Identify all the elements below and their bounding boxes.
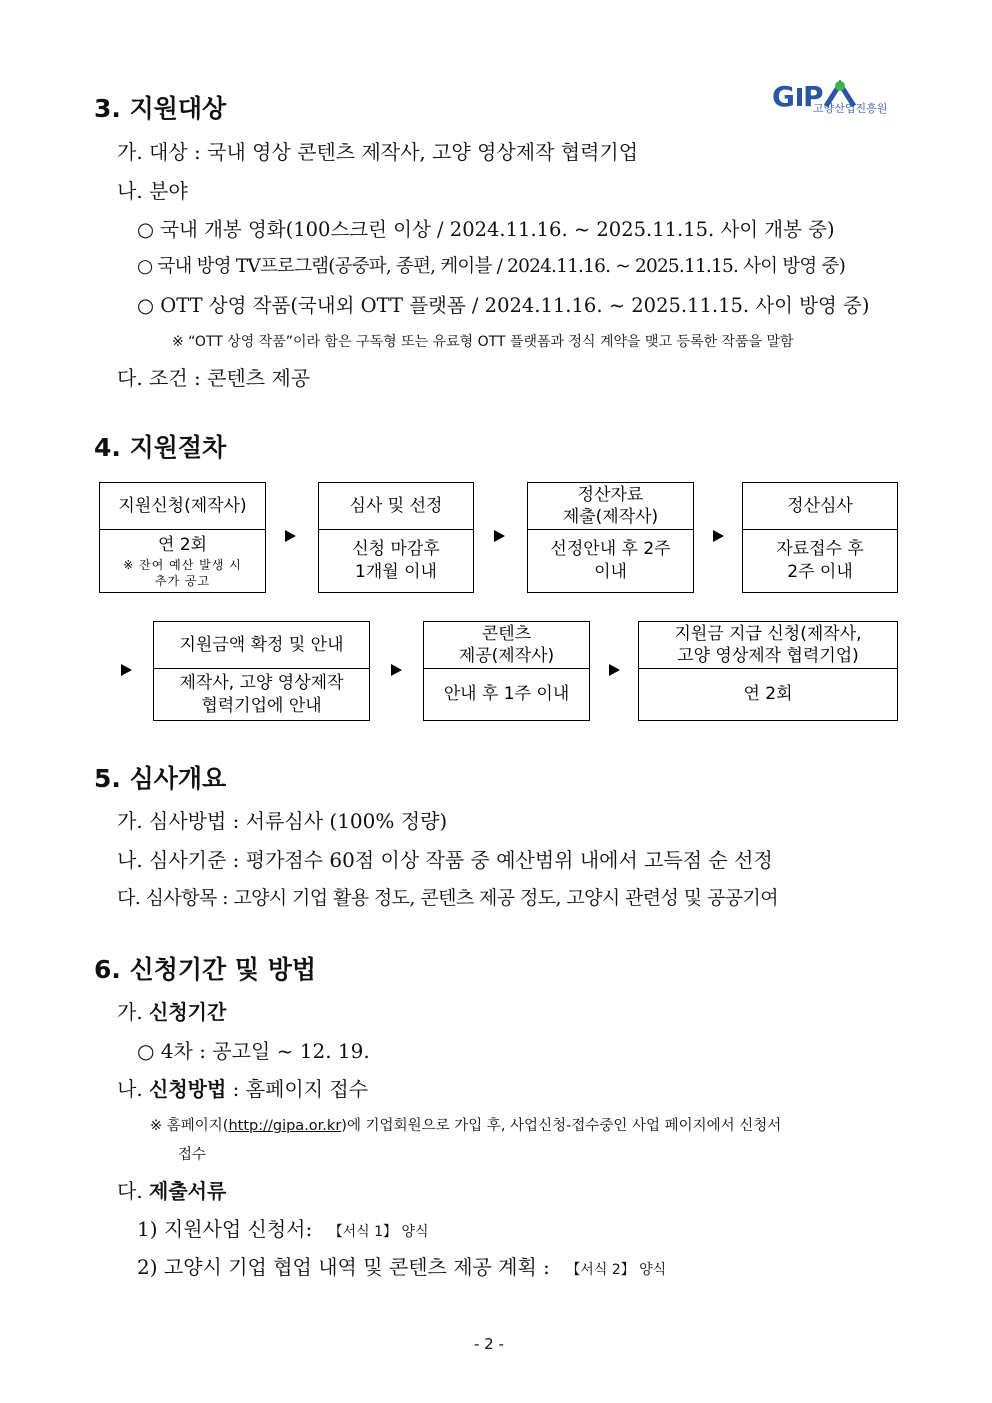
flow-step-head: 콘텐츠 bbox=[481, 624, 532, 644]
s6-docs-label bbox=[117, 1175, 226, 1204]
section-3-title: 3. 지원대상 bbox=[94, 94, 227, 123]
page-number: - 2 - bbox=[474, 1335, 504, 1353]
flow-step-head: 심사 및 선정 bbox=[349, 496, 443, 516]
flow-step-body: 협력기업에 안내 bbox=[201, 695, 322, 716]
flow-step-body: 신청 마감후 bbox=[352, 539, 440, 559]
svg-text:G: G bbox=[772, 80, 795, 113]
flow-step-head: 지원금액 확정 및 안내 bbox=[179, 635, 344, 655]
arrow-right-icon bbox=[494, 530, 505, 542]
flow-step-head: 지원금 지급 신청(제작사, bbox=[674, 624, 862, 644]
arrow-right-icon bbox=[285, 530, 296, 542]
s5-method: 가. 심사방법 : 서류심사 (100% 정량) bbox=[117, 809, 448, 833]
flow-step-body: 안내 후 1주 이내 bbox=[443, 684, 570, 704]
section-5-title: 5. 심사개요 bbox=[94, 764, 227, 793]
s5-criteria: 나. 심사기준 : 평가점수 60점 이상 작품 중 예산범위 내에서 고득점 순 선정 bbox=[117, 848, 773, 872]
flow-step-apply bbox=[99, 482, 266, 593]
flow-step-head: 제공(제작사) bbox=[458, 646, 555, 666]
arrow-right-icon bbox=[391, 664, 402, 676]
s6-period-label bbox=[117, 996, 226, 1025]
flow-step-head: 정산심사 bbox=[787, 496, 853, 516]
flow-step-settlement-submit bbox=[527, 482, 694, 593]
section-6-title: 6. 신청기간 및 방법 bbox=[94, 955, 317, 984]
gipa-homepage-link[interactable]: http://gipa.or.kr bbox=[228, 1118, 342, 1134]
flow-step-body: 제작사, 고양 영상제작 bbox=[179, 672, 344, 693]
note-suffix: )에 기업회원으로 가입 후, 사업신청-접수중인 사업 페이지에서 신청서 bbox=[341, 1118, 782, 1134]
s6-period-prefix: 가. bbox=[117, 1000, 150, 1024]
flow-step-body: 이내 bbox=[594, 562, 627, 582]
flow-step-settlement-review bbox=[742, 482, 898, 593]
flow-step-amount-confirm bbox=[153, 621, 370, 721]
arrow-right-icon bbox=[121, 664, 132, 676]
s6-homepage-note-cont: 접수 bbox=[178, 1147, 207, 1163]
arrow-right-icon bbox=[609, 664, 620, 676]
s6-method-label bbox=[117, 1073, 368, 1102]
s6-homepage-note bbox=[150, 1114, 781, 1135]
flow-step-body: 선정안내 후 2주 bbox=[550, 539, 671, 559]
flow-step-head: 지원신청(제작사) bbox=[118, 496, 247, 516]
s6-docs-prefix: 다. bbox=[117, 1179, 150, 1203]
flow-step-body: 자료접수 후 bbox=[776, 539, 864, 559]
note-prefix: ※ 홈페이지( bbox=[150, 1118, 229, 1134]
flow-step-payment-request bbox=[638, 621, 898, 721]
flow-step-head: 정산자료 bbox=[577, 485, 644, 505]
s6-method-value: : 홈페이지 접수 bbox=[226, 1077, 369, 1101]
doc-1-form: 【서식 1】 양식 bbox=[328, 1224, 429, 1240]
s3-target: 가. 대상 : 국내 영상 콘텐츠 제작사, 고양 영상제작 협력기업 bbox=[117, 140, 639, 164]
flow-step-body: 2주 이내 bbox=[787, 562, 853, 582]
section-4-title: 4. 지원절차 bbox=[94, 433, 227, 462]
s6-period-heading: 신청기간 bbox=[149, 1000, 227, 1024]
s6-doc-1 bbox=[137, 1213, 429, 1242]
flow-step-body-note: ※ 잔여 예산 발생 시 bbox=[123, 557, 242, 572]
flow-step-review bbox=[318, 482, 474, 593]
flow-step-head: 고양 영상제작 협력기업) bbox=[677, 646, 859, 666]
s3-field-item: ○ OTT 상영 작품(국내외 OTT 플랫폼 / 2024.11.16. ~ 2025.11.15. 사이 방영 중) bbox=[137, 294, 870, 317]
s5-items: 다. 심사항목 : 고양시 기업 활용 정도, 콘텐츠 제공 정도, 고양시 관련성 및 공공기여 bbox=[117, 887, 778, 909]
s6-doc-2 bbox=[137, 1251, 666, 1280]
flow-step-body: 연 2회 bbox=[743, 684, 793, 704]
doc-2-form: 【서식 2】 양식 bbox=[566, 1262, 667, 1278]
s3-field-item: ○ 국내 개봉 영화(100스크린 이상 / 2024.11.16. ~ 2025.11.15. 사이 개봉 중) bbox=[137, 218, 835, 241]
flow-step-body-note: 추가 공고 bbox=[154, 573, 211, 588]
s3-ott-note: ※ “OTT 상영 작품”이라 함은 구독형 또는 유료형 OTT 플랫폼과 정식 계약을 맺고 등록한 작품을 말함 bbox=[172, 334, 794, 350]
doc-1-text: 1) 지원사업 신청서: bbox=[137, 1217, 313, 1241]
arrow-right-icon bbox=[713, 530, 724, 542]
doc-2-text: 2) 고양시 기업 협업 내역 및 콘텐츠 제공 계획 : bbox=[137, 1255, 550, 1279]
s3-condition: 다. 조건 : 콘텐츠 제공 bbox=[117, 366, 311, 390]
logo-text: 고양산업진흥원 bbox=[813, 102, 888, 115]
s6-method-heading: 신청방법 bbox=[149, 1077, 227, 1101]
s3-field-label: 나. 분야 bbox=[117, 179, 188, 203]
s3-field-item: ○ 국내 방영 TV프로그램(공중파, 종편, 케이블 / 2024.11.16. ~ 2025.11.15. 사이 방영 중) bbox=[137, 256, 846, 277]
s6-period: ○ 4차 : 공고일 ~ 12. 19. bbox=[137, 1039, 370, 1063]
flow-step-content-provide bbox=[423, 621, 590, 721]
s6-docs-heading: 제출서류 bbox=[149, 1179, 227, 1203]
s6-method-prefix: 나. bbox=[117, 1077, 150, 1101]
flow-step-body: 연 2회 bbox=[157, 534, 208, 555]
flow-step-head: 제출(제작사) bbox=[562, 507, 659, 527]
flow-step-body: 1개월 이내 bbox=[355, 562, 437, 582]
svg-text:P: P bbox=[803, 80, 824, 113]
